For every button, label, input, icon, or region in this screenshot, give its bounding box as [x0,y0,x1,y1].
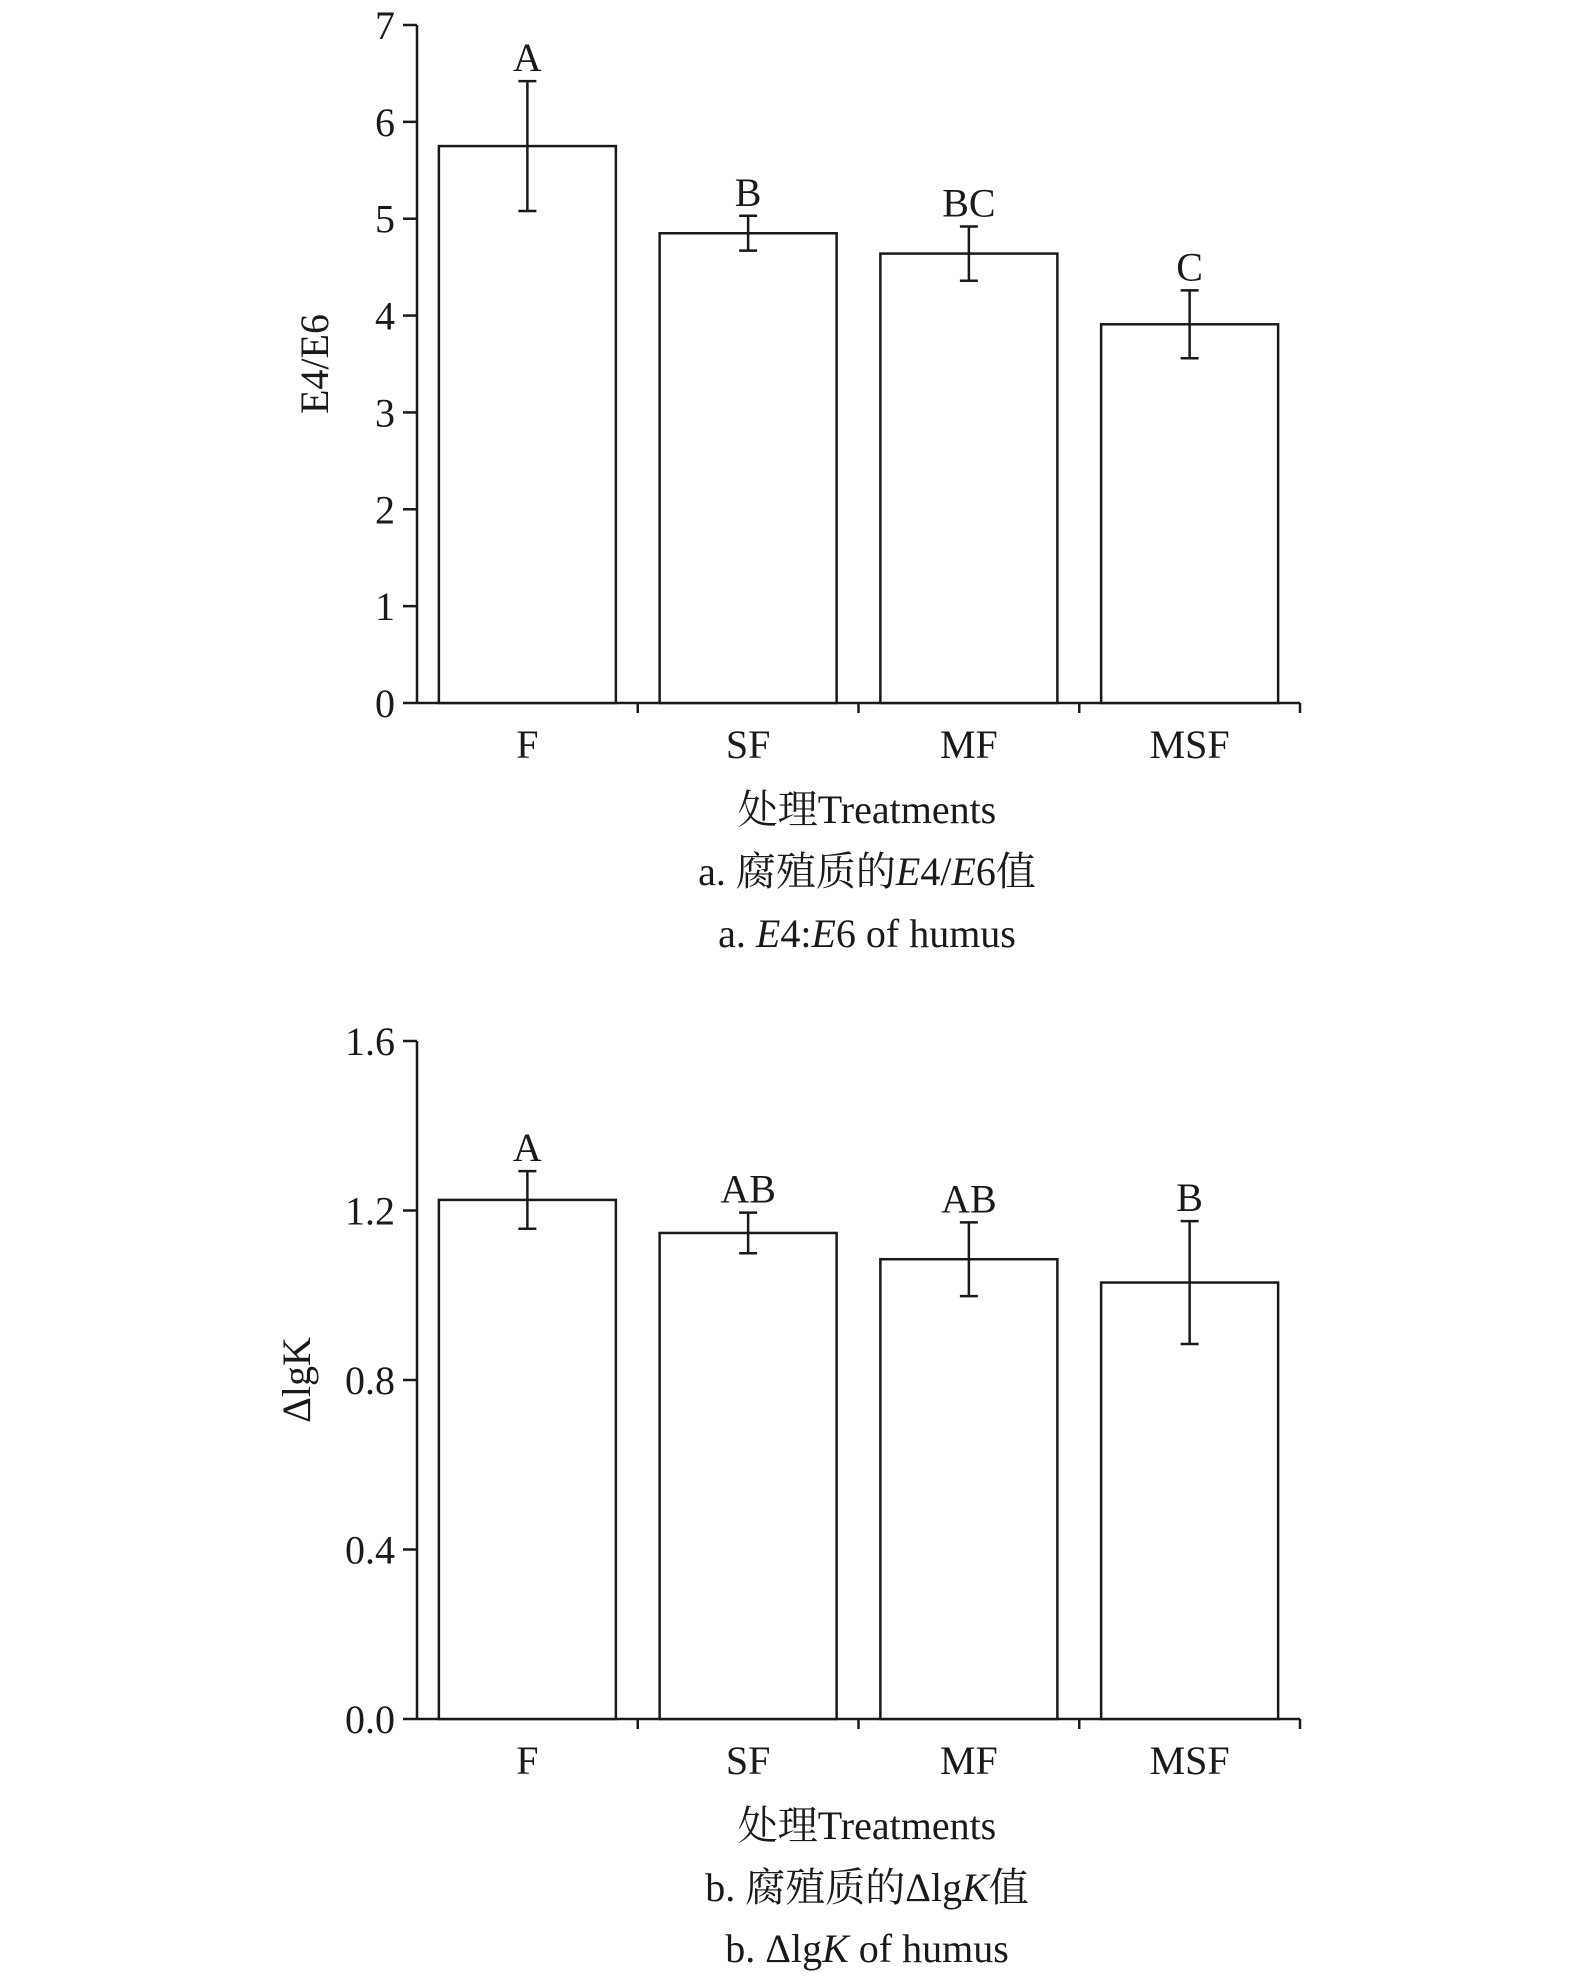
y-tick-label: 6 [375,99,395,145]
y-tick-label: 0 [375,681,395,726]
chart-b-xlabel: 处理Treatments [737,1803,997,1848]
x-tick-label: MF [939,1738,998,1783]
y-tick-label: 1.2 [345,1188,395,1234]
significance-letter: C [1176,244,1203,290]
significance-letter: A [512,1125,542,1171]
bar-sf [660,233,837,703]
significance-letter: B [1176,1175,1203,1221]
bar-sf [660,1233,837,1719]
y-tick-label: 4 [375,293,395,339]
bar-msf [1101,324,1278,703]
y-tick-label: 0.4 [345,1527,395,1573]
bar-mf [880,1259,1057,1719]
significance-letter: AB [720,1166,776,1212]
y-axis-label: E4/E6 [292,314,337,414]
y-tick-label: 5 [375,196,395,242]
significance-letter: B [734,169,762,215]
significance-letter: AB [941,1176,997,1222]
chart-b-caption-cn: b. 腐殖质的ΔlgK值 [705,1865,1029,1910]
bar-f [439,1200,616,1719]
y-tick-label: 1.6 [345,1019,395,1064]
chart-b-caption-en: b. ΔlgK of humus [725,1926,1009,1971]
bar-f [439,146,616,703]
chart-a-xlabel: 处理Treatments [737,787,997,832]
x-tick-label: F [516,1738,539,1783]
x-tick-label: MF [939,722,998,767]
chart-a-caption-en: a. E4:E6 of humus [718,911,1016,956]
significance-letter: BC [942,180,996,226]
significance-letter: A [512,35,542,81]
y-tick-label: 2 [375,487,395,533]
y-tick-label: 1 [375,584,395,630]
chart-a-caption-cn: a. 腐殖质的E4/E6值 [698,849,1036,894]
bar-mf [880,254,1057,703]
x-tick-label: MSF [1149,1738,1230,1783]
y-tick-label: 7 [375,3,395,48]
x-tick-label: SF [725,1738,771,1783]
chart-delta-lgk [274,1019,1300,1783]
x-tick-label: SF [725,722,771,767]
y-tick-label: 0.0 [345,1697,395,1742]
chart-e4-e6 [292,3,1300,767]
y-axis-label: ΔlgK [274,1337,319,1423]
bar-msf [1101,1283,1278,1719]
y-tick-label: 3 [375,390,395,436]
x-tick-label: MSF [1149,722,1230,767]
y-tick-label: 0.8 [345,1358,395,1403]
x-tick-label: F [516,722,539,767]
